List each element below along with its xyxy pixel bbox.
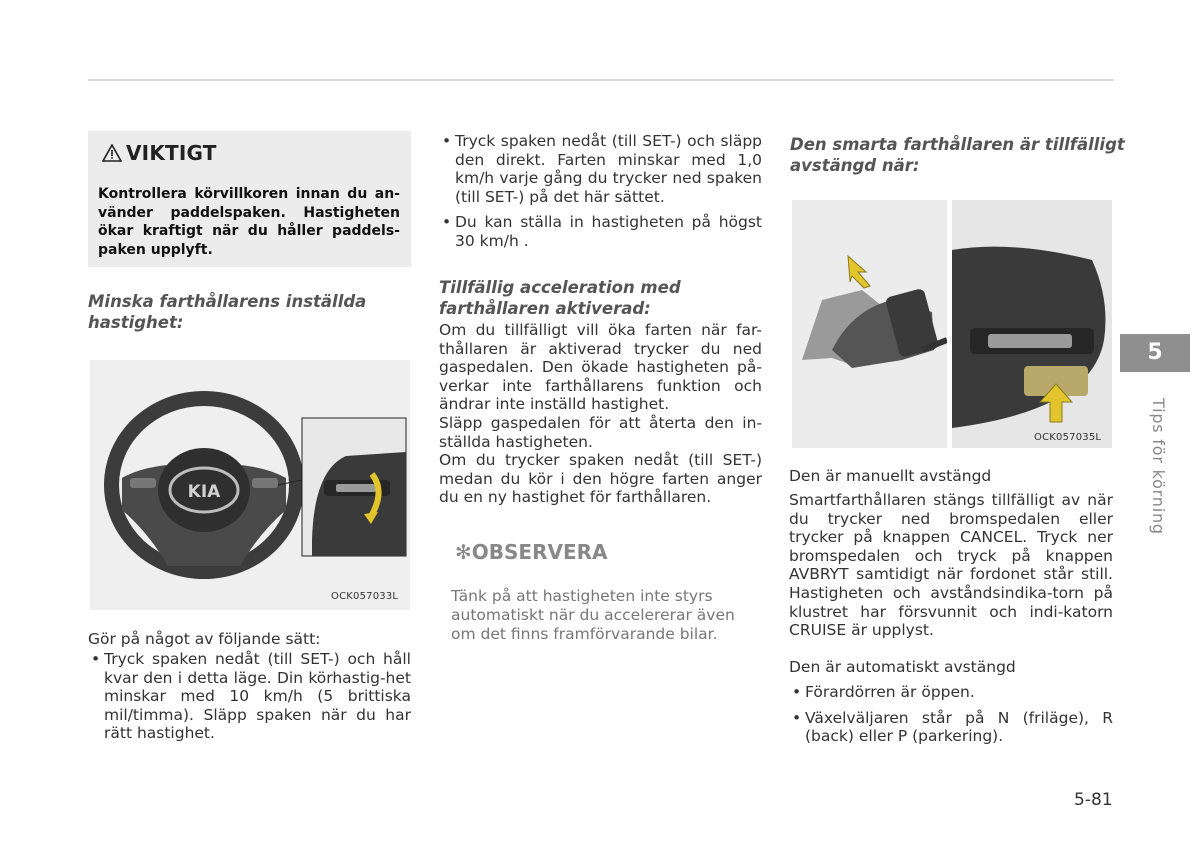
paragraph: Släpp gaspedalen för att återta den in-ställda hastigheten. <box>439 413 762 451</box>
list-item: • Tryck spaken nedåt (till SET-) och släpp den direkt. Farten minskar med 1,0 km/h varje gång du trycker ned spaken (till SET-) på det här sättet. <box>439 132 762 206</box>
left-heading <box>88 291 366 333</box>
brake-and-cancel-illustration <box>792 200 1112 448</box>
top-rule <box>88 79 1114 81</box>
svg-text:KIA: KIA <box>187 482 221 502</box>
left-heading-line1: Minska farthållarens inställda <box>88 292 367 311</box>
right-heading-line2: avstängd när: <box>790 156 920 175</box>
manual-off-text: Smartfarthållaren stängs tillfälligt av när du trycker ned bromspedalen eller trycker på knappen CANCEL. Tryck ner bromspedalen och tryck på knappen AVBRYT samtidigt när fordonet står still. Hastigheten och avståndsindika-torn på klustret har försvunnit och indi-katorn CRUISE är upplyst. <box>789 491 1113 640</box>
middle-bullet-list <box>439 132 762 251</box>
list-item: • Växelväljaren står på N (friläge), R (back) eller P (parkering). <box>789 709 1113 746</box>
figure-code-left: OCK057033L <box>331 591 399 602</box>
manual-off-heading: Den är manuellt avstängd <box>789 467 992 485</box>
right-heading-line1: Den smarta farthållaren är tillfälligt <box>790 135 1125 154</box>
chapter-label: Tips för körning <box>1149 398 1168 535</box>
auto-off-bullet-list <box>789 683 1113 746</box>
brake-pedal-figure <box>792 200 1112 448</box>
steering-wheel-illustration <box>90 360 410 610</box>
warning-text: Kontrollera körvillkoren innan du an-vänder paddelspaken. Hastigheten ökar kraftigt när du håller paddels-paken upplyft. <box>98 186 400 258</box>
middle-heading-line2: farthållaren aktiverad: <box>439 299 651 318</box>
page-number: 5-81 <box>1074 790 1113 810</box>
list-item: • Förardörren är öppen. <box>789 683 1113 702</box>
warning-title <box>102 141 217 167</box>
left-heading-line2: hastighet: <box>88 313 184 332</box>
warning-title-text: VIKTIGT <box>126 141 217 165</box>
left-bullet-list <box>88 650 411 743</box>
note-title <box>455 540 608 564</box>
middle-paragraphs <box>439 321 762 507</box>
note-text: Tänk på att hastigheten inte styrs automatiskt när du accelererar även om det finns framförvarande bilar. <box>451 587 735 643</box>
middle-heading <box>439 277 681 319</box>
right-heading <box>790 134 1125 176</box>
paragraph: Om du tillfälligt vill öka farten när far-thållaren är aktiverad trycker du ned gaspedalen. Den ökade hastigheten på-verkar inte farthållarens funktion och ändrar inte inställd hastighet. <box>439 321 762 414</box>
list-item: • Du kan ställa in hastigheten på högst 30 km/h . <box>439 213 762 250</box>
list-item: • Tryck spaken nedåt (till SET-) och håll kvar den i detta läge. Din körhastig-het minskar med 10 km/h (5 brittiska mil/timma). Släpp spaken när du har rätt hastighet. <box>88 650 411 743</box>
left-intro: Gör på något av följande sätt: <box>88 630 321 648</box>
steering-wheel-figure <box>90 360 410 610</box>
note-title-text: OBSERVERA <box>471 540 608 564</box>
middle-heading-line1: Tillfällig acceleration med <box>439 278 681 297</box>
warning-triangle-icon <box>102 143 122 167</box>
auto-off-heading: Den är automatiskt avstängd <box>789 658 1016 676</box>
warning-box <box>88 131 411 267</box>
figure-code-right: OCK057035L <box>1034 432 1102 443</box>
asterisk-icon: ✻ <box>455 540 472 564</box>
chapter-tab: 5 <box>1120 334 1190 372</box>
paragraph: Om du trycker spaken nedåt (till SET-) medan du kör i den högre farten anger du en ny hastighet för farthållaren. <box>439 451 762 507</box>
